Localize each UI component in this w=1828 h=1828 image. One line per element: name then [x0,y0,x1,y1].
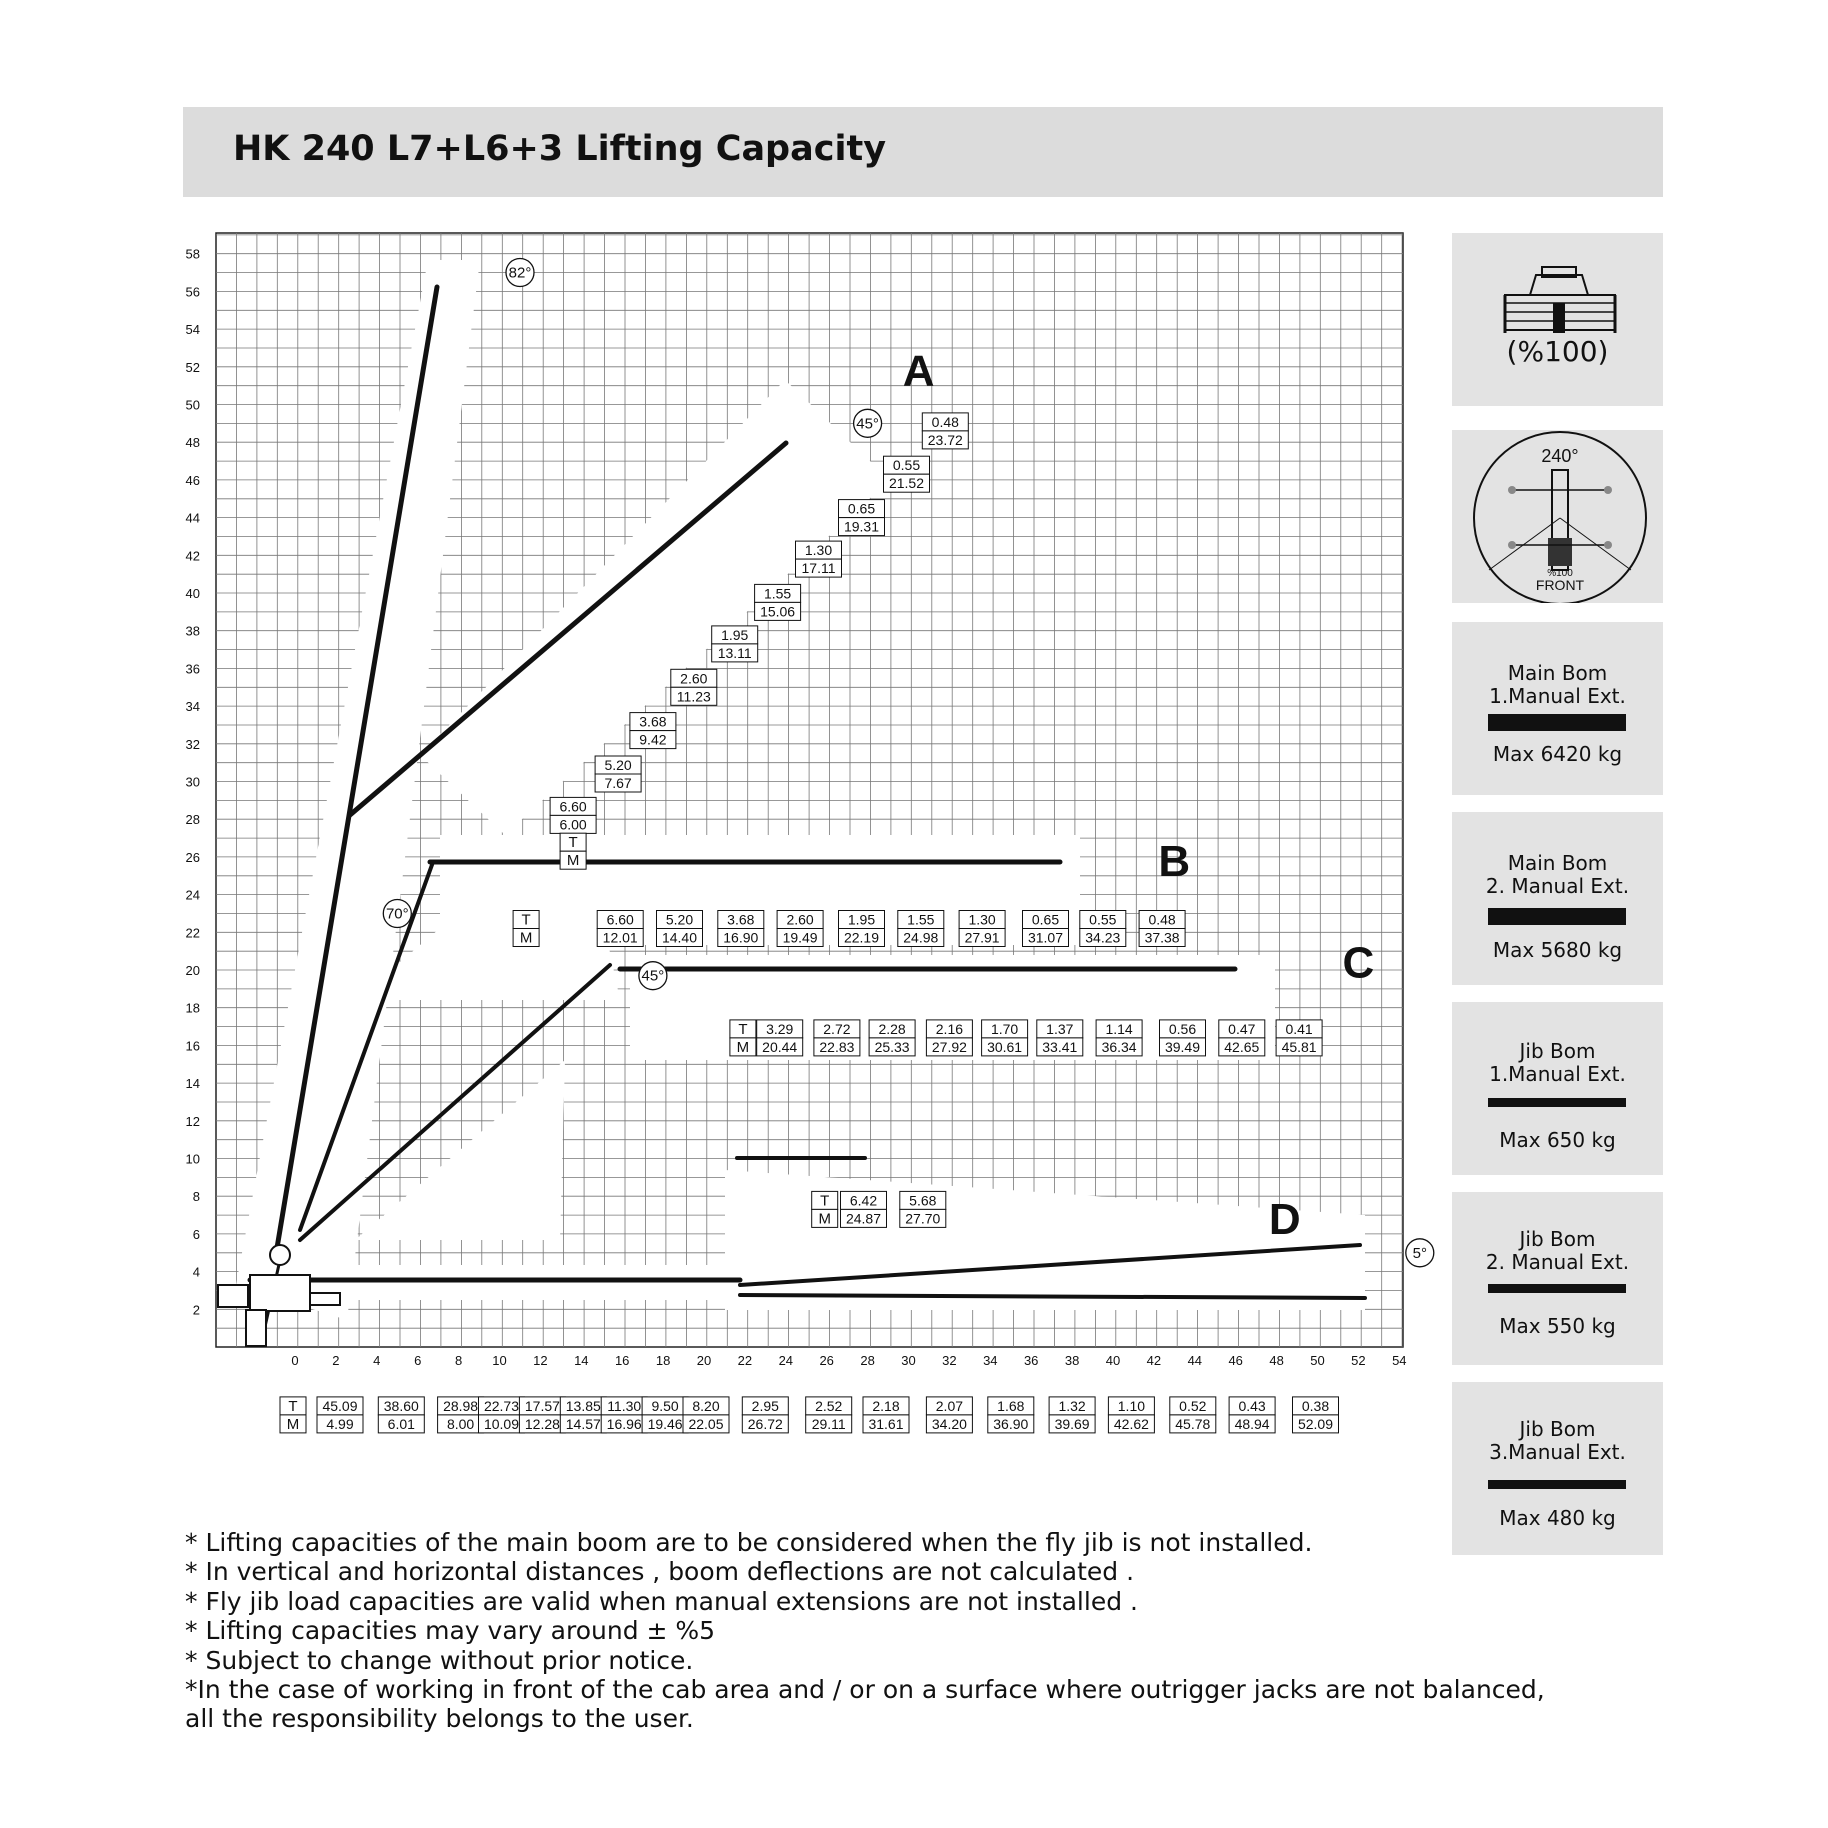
angle-label: 70° [385,905,409,923]
y-tick-label: 40 [185,586,200,601]
t-label: T [568,834,578,852]
load-value: 2.07 [935,1397,964,1414]
load-value: 8.20 [692,1397,720,1414]
capacity-box [884,456,930,492]
load-value: 0.41 [1285,1020,1313,1037]
radius-value: 22.19 [843,929,880,946]
t-label: T [521,911,531,929]
load-value: 5.20 [665,911,694,928]
y-tick-label: 26 [185,849,200,865]
note-line: * Fly jib load capacities are valid when manual extensions are not installed . [185,1586,1138,1616]
load-value: 2.16 [935,1020,964,1037]
capacity-box [630,713,676,749]
y-tick-label: 50 [185,397,200,413]
jib-boom-1-title: Jib Bom 1.Manual Ext. [1489,1039,1626,1086]
y-tick-label: 46 [185,472,200,488]
radius-value: 42.65 [1224,1038,1260,1055]
radius-value: 36.90 [993,1415,1029,1432]
rotation-panel [1452,430,1663,603]
capacity-box [742,1397,788,1433]
y-tick-label: 28 [185,812,200,828]
load-value: 2.60 [680,670,708,687]
capacity-box [1023,911,1069,947]
x-tick-label: 28 [860,1353,875,1368]
load-value: 0.43 [1238,1397,1266,1414]
capacity-box [378,1397,424,1433]
tm-header [812,1191,838,1227]
x-tick-label: 0 [291,1353,299,1368]
rotation-angle-label: 240° [1541,446,1579,466]
y-tick-label: 12 [185,1113,200,1129]
x-tick-label: 24 [778,1353,794,1368]
jib-boom-2-bar [1488,1284,1626,1293]
jib-boom-2-max: Max 550 kg [1499,1314,1616,1338]
y-tick-label: 4 [192,1264,200,1280]
y-tick-label: 10 [185,1151,200,1167]
load-value: 1.55 [763,585,792,602]
note-line: * Subject to change without prior notice. [185,1645,694,1675]
page-title: HK 240 L7+L6+3 Lifting Capacity [233,129,887,169]
load-value: 0.55 [892,457,921,474]
load-value: 3.68 [727,911,755,928]
angle-label: 82° [508,264,532,282]
radius-value: 34.23 [1085,929,1121,946]
x-tick-label: 30 [901,1353,916,1368]
y-tick-label: 18 [185,1000,200,1016]
radius-value: 29.11 [811,1415,846,1432]
main-boom-2-bar [1488,908,1626,925]
capacity-box [839,500,885,536]
m-label: M [286,1415,300,1433]
x-tick-label: 12 [533,1353,548,1368]
radius-value: 22.05 [688,1415,724,1432]
y-tick-label: 30 [185,774,200,790]
m-label: M [566,852,580,870]
section-letter: C [1342,938,1375,988]
section-letter: A [902,346,935,396]
load-value: 3.68 [639,713,667,730]
radius-value: 16.96 [606,1415,642,1432]
tm-header [730,1020,756,1056]
load-value: 0.38 [1301,1397,1330,1414]
load-value: 2.18 [872,1397,900,1414]
capacity-box [1276,1020,1322,1056]
radius-value: 36.34 [1101,1038,1137,1055]
radius-value: 25.33 [874,1038,910,1055]
rotation-diagram [1452,430,1663,603]
load-value: 0.56 [1168,1020,1197,1037]
capacity-box [900,1191,946,1227]
radius-value: 19.49 [782,929,818,946]
load-value: 3.29 [766,1020,794,1037]
load-value: 2.52 [815,1397,843,1414]
jib-boom-3-max: Max 480 kg [1499,1506,1616,1530]
radius-value: 19.31 [843,518,880,535]
load-value: 1.37 [1046,1020,1074,1037]
load-value: 45.09 [322,1397,358,1414]
radius-value: 27.92 [931,1038,967,1055]
radius-value: 45.81 [1281,1038,1317,1055]
load-value: 17.57 [524,1397,560,1414]
load-value: 6.42 [849,1192,878,1209]
radius-value: 24.98 [903,929,939,946]
x-tick-label: 2 [332,1353,340,1368]
y-tick-label: 36 [185,661,200,677]
m-label: M [736,1038,750,1056]
radius-value: 27.91 [964,929,1000,946]
capacity-box [317,1397,363,1433]
load-value: 0.48 [931,413,959,430]
y-tick-label: 48 [185,435,200,451]
radius-value: 12.28 [524,1415,560,1432]
load-value: 0.48 [1148,911,1176,928]
x-tick-label: 16 [614,1353,630,1368]
radius-value: 21.52 [888,475,925,492]
front-label: FRONT [1535,577,1585,593]
capacity-box [1160,1020,1206,1056]
capacity-box [777,911,823,947]
capacity-box [814,1020,860,1056]
capacity-box [757,1020,803,1056]
t-label: T [738,1020,748,1038]
y-tick-label: 58 [185,246,200,262]
capacity-box [863,1397,909,1433]
jib-boom-1-max: Max 650 kg [1499,1128,1616,1152]
load-value: 1.30 [968,911,996,928]
capacity-box [601,1397,647,1433]
y-tick-label: 20 [185,963,200,978]
jib-boom-3-bar [1488,1480,1626,1489]
radius-value: 39.49 [1164,1038,1201,1055]
x-tick-label: 18 [655,1353,671,1368]
load-value: 0.52 [1179,1397,1207,1414]
load-value: 1.30 [804,542,833,559]
load-value: 0.55 [1089,911,1117,928]
x-tick-label: 32 [942,1353,957,1368]
jib-boom-3-title: Jib Bom 3.Manual Ext. [1489,1417,1626,1464]
t-label: T [820,1192,830,1210]
capacity-box [479,1397,525,1433]
capacity-box [683,1397,729,1433]
x-tick-label: 4 [373,1353,381,1368]
tm-header [513,911,539,947]
capacity-box [1139,911,1185,947]
load-value: 1.14 [1105,1020,1133,1037]
load-value: 2.95 [751,1397,779,1414]
note-line: * Lifting capacities may vary around ± %5 [185,1616,716,1646]
section-letter: B [1158,836,1191,886]
radius-value: 33.41 [1042,1038,1078,1055]
outrigger-panel [1452,233,1663,406]
t-label: T [288,1397,298,1415]
capacity-box [926,1020,972,1056]
x-tick-label: 14 [574,1353,589,1368]
capacity-box [959,911,1005,947]
notes [185,1528,1545,1734]
capacity-box [1293,1397,1339,1433]
capacity-box [1170,1397,1216,1433]
radius-value: 14.40 [661,929,698,946]
outrigger-percent-label: (%100) [1506,335,1609,368]
y-tick-label: 34 [185,699,200,715]
capacity-box [550,797,596,833]
x-tick-label: 54 [1392,1353,1407,1368]
jib-boom-2-title: Jib Bom 2. Manual Ext. [1485,1227,1630,1274]
radius-value: 14.57 [565,1415,601,1432]
capacity-box [657,911,703,947]
x-tick-label: 38 [1064,1353,1080,1368]
radius-value: 31.61 [868,1415,904,1432]
capacity-box [1080,911,1126,947]
radius-value: 31.07 [1027,929,1064,946]
radius-value: 23.72 [927,431,963,448]
y-tick-label: 52 [185,359,200,375]
capacity-box [839,911,885,947]
x-tick-label: 40 [1105,1353,1121,1368]
capacity-box [988,1397,1034,1433]
y-tick-label: 8 [192,1189,200,1205]
radius-value: 17.11 [801,560,836,577]
capacity-box [926,1397,972,1433]
radius-value: 8.00 [446,1415,475,1432]
radius-value: 9.42 [639,731,667,748]
radius-value: 24.87 [845,1210,882,1227]
main-boom-1-title: Main Bom 1.Manual Ext. [1489,661,1626,708]
load-value: 0.65 [847,500,876,517]
capacity-box [869,1020,915,1056]
jib-boom-1-bar [1488,1098,1626,1107]
x-tick-label: 48 [1269,1353,1284,1368]
note-line: *In the case of working in front of the cab area and / or on a surface where outrigger jacks are not balanced, [185,1675,1545,1705]
x-tick-label: 36 [1023,1353,1039,1368]
angle-label: 5° [1412,1244,1427,1262]
y-tick-label: 44 [185,510,200,526]
main-boom-2-max: Max 5680 kg [1492,938,1623,962]
capacity-box [1037,1020,1083,1056]
capacity-box [560,1397,606,1433]
load-value: 9.50 [651,1397,679,1414]
radius-value: 42.62 [1113,1415,1149,1432]
tm-header [280,1397,306,1433]
capacity-box [755,584,801,620]
radius-value: 39.69 [1054,1415,1090,1432]
note-line: * Lifting capacities of the main boom are to be considered when the fly jib is not installed. [185,1528,1313,1557]
x-tick-label: 46 [1228,1353,1243,1368]
capacity-box [1096,1020,1142,1056]
y-tick-label: 2 [192,1302,200,1318]
radius-value: 15.06 [760,603,796,620]
radius-value: 6.01 [387,1415,415,1432]
y-tick-label: 14 [185,1076,200,1092]
capacity-box [1108,1397,1154,1433]
rotation-percent-label: %100 [1547,568,1573,579]
radius-value: 27.70 [905,1210,941,1227]
x-tick-label: 6 [414,1353,422,1368]
radius-value: 45.78 [1175,1415,1211,1432]
jib-boom-1-panel [1452,1002,1663,1175]
y-tick-label: 54 [185,322,200,338]
radius-value: 19.46 [647,1415,683,1432]
radius-value: 26.72 [747,1415,783,1432]
radius-value: 4.99 [326,1415,354,1432]
load-value: 13.85 [565,1397,601,1414]
main-boom-1-max: Max 6420 kg [1492,742,1623,766]
y-tick-label: 56 [185,284,200,300]
radius-value: 16.90 [723,929,759,946]
load-value: 38.60 [383,1397,419,1414]
note-line: * In vertical and horizontal distances , boom deflections are not calculated . [185,1557,1135,1587]
main-boom-1-bar [1488,714,1626,731]
main-boom-1-panel [1452,622,1663,795]
load-value: 0.47 [1228,1020,1256,1037]
capacity-box [718,911,764,947]
radius-value: 7.67 [604,775,632,791]
angle-label: 45° [856,415,879,433]
radius-value: 22.83 [819,1038,855,1055]
y-tick-label: 24 [185,887,200,903]
load-value: 1.95 [847,911,876,928]
radius-value: 30.61 [987,1038,1023,1055]
m-label: M [818,1210,831,1228]
load-value: 1.32 [1058,1397,1086,1414]
section-letter: D [1268,1194,1301,1244]
capacity-box [806,1397,852,1433]
y-tick-label: 42 [185,548,200,564]
load-value: 6.60 [606,911,634,928]
note-line: all the responsibility belongs to the user. [185,1704,694,1734]
capacity-box [922,413,968,449]
capacity-box [642,1397,688,1433]
x-tick-label: 52 [1351,1353,1366,1368]
y-tick-label: 6 [192,1226,200,1242]
capacity-box [1229,1397,1275,1433]
radius-value: 6.00 [559,816,587,833]
load-value: 22.73 [483,1397,520,1414]
radius-value: 52.09 [1297,1415,1334,1432]
load-value: 1.95 [721,626,749,643]
capacity-box [796,541,842,577]
capacity-box [595,756,641,792]
capacity-box [1219,1020,1265,1056]
load-value: 5.68 [909,1192,937,1209]
load-value: 6.60 [559,798,587,815]
radius-value: 13.11 [717,644,752,661]
radius-value: 37.38 [1144,929,1180,946]
angle-label: 45° [641,967,665,985]
x-tick-label: 26 [819,1353,834,1368]
y-tick-label: 32 [185,736,200,752]
radius-value: 12.01 [602,929,638,946]
capacity-box [898,911,944,947]
load-value: 28.98 [443,1397,479,1414]
x-tick-label: 50 [1310,1353,1325,1368]
x-tick-label: 22 [737,1353,753,1368]
x-tick-label: 44 [1187,1353,1203,1368]
capacity-box [712,626,758,662]
tm-header [560,833,586,869]
load-value: 5.20 [604,757,632,773]
radius-value: 10.09 [483,1415,520,1432]
load-value: 2.28 [878,1020,906,1037]
radius-value: 11.23 [676,688,711,705]
load-value: 11.30 [607,1397,642,1414]
load-value: 1.10 [1117,1397,1146,1414]
capacity-box [982,1020,1028,1056]
radius-value: 48.94 [1234,1415,1270,1432]
load-value: 1.70 [990,1020,1019,1037]
capacity-box [597,911,643,947]
capacity-box [1049,1397,1095,1433]
x-tick-label: 34 [983,1353,998,1368]
load-value: 2.72 [823,1020,851,1037]
jib-boom-2-panel [1452,1192,1663,1365]
y-tick-label: 16 [185,1038,200,1054]
x-tick-label: 42 [1146,1353,1162,1368]
capacity-box [671,669,717,705]
y-tick-label: 22 [185,925,200,941]
capacity-box [438,1397,484,1433]
y-tick-label: 38 [185,623,200,639]
load-value: 2.60 [786,911,814,928]
capacity-box [841,1191,887,1227]
load-value: 1.68 [997,1397,1025,1414]
main-boom-2-title: Main Bom 2. Manual Ext. [1485,851,1630,898]
radius-value: 20.44 [762,1038,798,1055]
m-label: M [519,929,533,947]
load-value: 1.55 [907,911,935,928]
x-tick-label: 8 [454,1353,463,1368]
x-tick-label: 10 [492,1353,507,1368]
radius-value: 34.20 [931,1415,967,1432]
main-boom-2-panel [1452,812,1663,985]
capacity-box [519,1397,565,1433]
x-tick-label: 20 [696,1353,712,1368]
load-value: 0.65 [1031,911,1060,928]
